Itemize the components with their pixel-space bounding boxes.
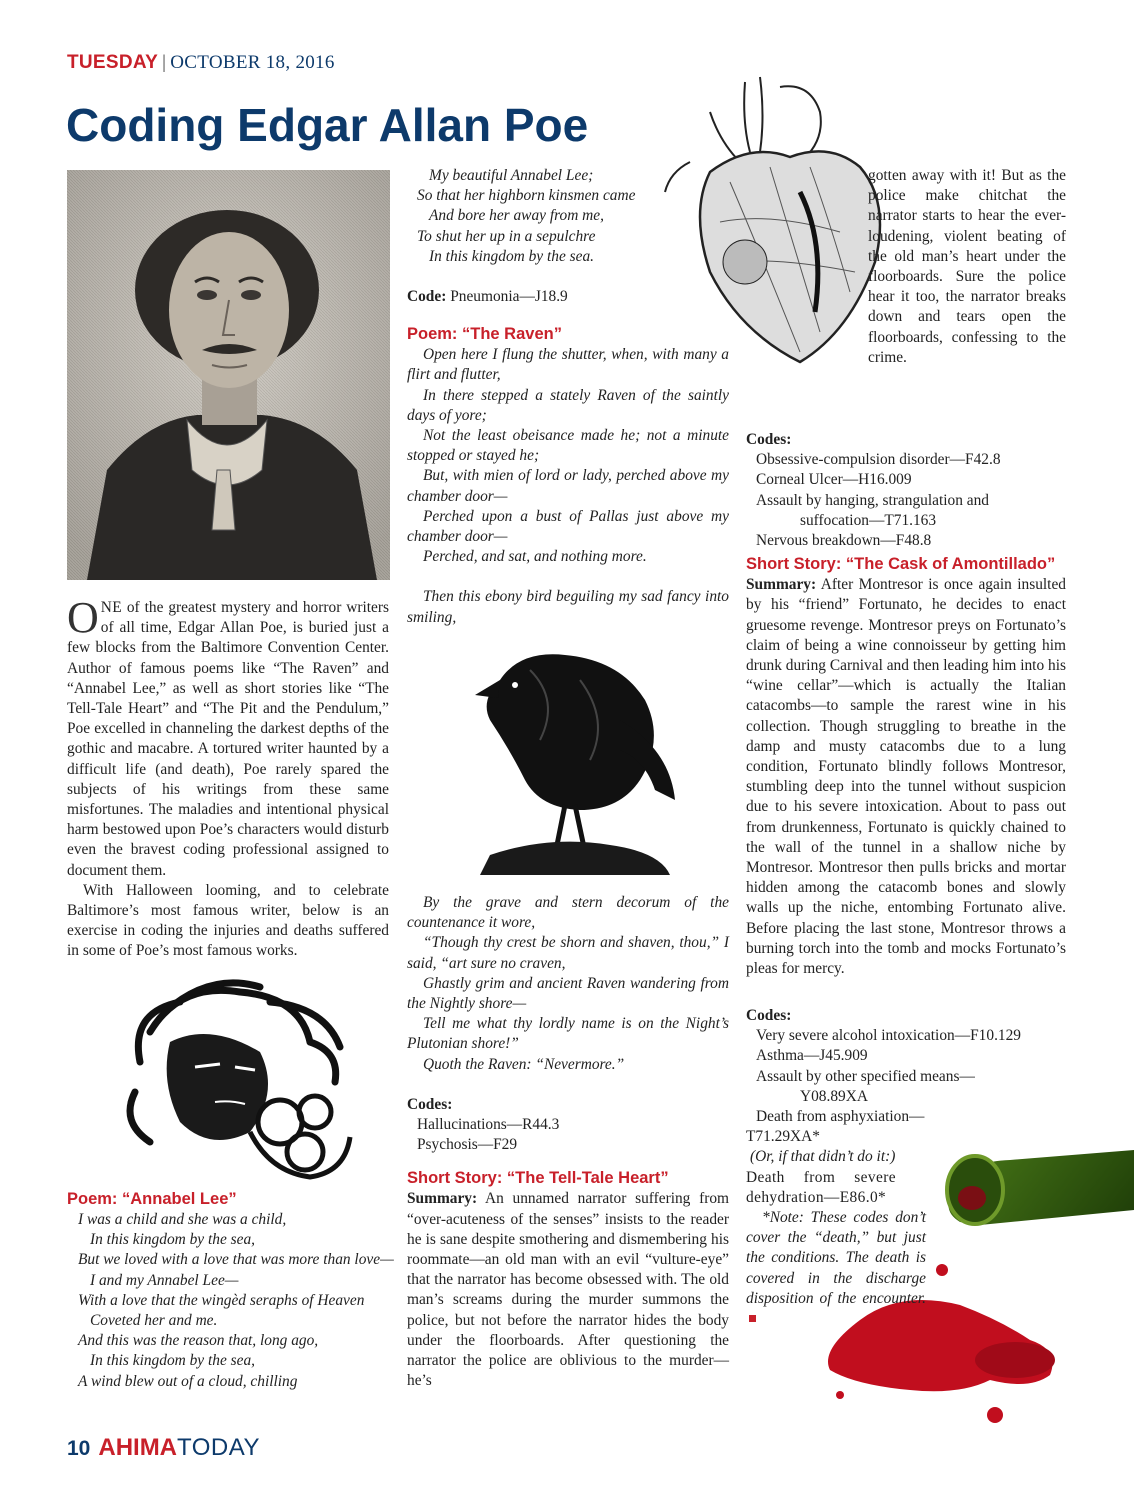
raven-stanza-3: By the grave and stern decorum of the countenance it wore, “Though thy crest be shorn and shaven, thou,” I said, “art sure no craven, Ghastly grim and ancient Raven wandering from the Nightly shore— Tell me what thy lordly name is on the Night’s Plutonian shore!” Quoth the Raven: “Nevermore.” <box>407 894 729 1073</box>
annabel-heading: Poem: “Annabel Lee” <box>67 1190 237 1208</box>
verse-line: Coveted her and me. <box>90 1312 218 1330</box>
annabel-code: Code: Pneumonia—J18.9 <box>407 288 568 306</box>
verse-line: To shut her up in a sepulchre <box>417 227 596 245</box>
footer <box>67 1434 260 1462</box>
middle-column-lower <box>407 893 729 1391</box>
code-item: Y08.89XA <box>800 1087 868 1105</box>
code-item: Asthma—J45.909 <box>756 1047 868 1065</box>
dateline <box>67 52 335 74</box>
verse-line: With a love that the wingèd seraphs of Heaven <box>78 1291 365 1309</box>
verse-line: And this was the reason that, long ago, <box>78 1332 319 1350</box>
verse-line: So that her highborn kinsmen came <box>417 187 636 205</box>
telltale-summary: Summary: An unnamed narrator suffering from “over-acuteness of the senses” insists to the reader he is sane despite smothering and dismembering his roommate—an old man with an evil “vulture-eye” that the narrator has become obsessed with. The old man’s screams during the murder summons the police, but not before the narrator hides the body under the floorboards. After questioning the narrator the police are oblivious to the murder—he’s <box>407 1190 729 1390</box>
code-item: Assault by hanging, strangulation and <box>756 491 989 509</box>
cask-codes-section <box>746 1006 1066 1329</box>
code-item: Very severe alcohol intoxication—F10.129 <box>756 1027 1021 1045</box>
verse-line: I and my Annabel Lee— <box>90 1271 239 1289</box>
page-title: Coding Edgar Allan Poe <box>66 99 589 151</box>
code-item: Nervous breakdown—F48.8 <box>756 532 932 550</box>
telltale-continued <box>868 166 1066 368</box>
dateline-separator: | <box>162 52 167 73</box>
verse-line: A wind blew out of a cloud, chilling <box>78 1372 298 1390</box>
dateline-day: TUESDAY <box>67 52 159 73</box>
annabel-verse <box>67 1210 397 1392</box>
raven-heading: Poem: “The Raven” <box>407 325 562 344</box>
code-item: Psychosis—F29 <box>417 1136 518 1154</box>
code-item: Obsessive-compulsion disorder—F42.8 <box>756 451 1001 469</box>
telltale-codes: Codes: Obsessive-compulsion disorder—F42.8 Corneal Ulcer—H16.009 Assault by hanging, strangulation and suffocation—T71.163 Nervous breakdown—F48.8 <box>746 430 1066 551</box>
raven-codes: Codes: Hallucinations—R44.3 Psychosis—F29 <box>407 1095 729 1156</box>
verse-line: In this kingdom by the sea, <box>90 1231 255 1249</box>
cask-alt-note: (Or, if that didn’t do it:) <box>750 1148 896 1166</box>
code-item: suffocation—T71.163 <box>800 511 937 529</box>
verse-line: I was a child and she was a child, <box>78 1211 287 1228</box>
verse-line: In this kingdom by the sea, <box>90 1352 255 1370</box>
telltale-heading: Short Story: “The Tell-Tale Heart” <box>407 1169 669 1188</box>
brand-today: TODAY <box>177 1434 260 1461</box>
wind-spirit-image <box>110 972 360 1192</box>
code-item: Death from asphyxiation— <box>756 1108 925 1126</box>
verse-line: In this kingdom by the sea. <box>429 247 594 265</box>
page-number: 10 <box>67 1437 91 1460</box>
verse-line: My beautiful Annabel Lee; <box>429 167 594 184</box>
raven-stanza-1: Open here I flung the shutter, when, with many a flirt and flutter, In there stepped a stately Raven of the saintly days of yore; Not the least obeisance made he; not a minute stopped or stayed he; But, with mien of lord or lady, perched above my chamber door— Perched upon a bust of Pallas just above my chamber door— Perched, and sat, and nothing more. <box>407 346 729 566</box>
raven-stanza-2: Then this ebony bird beguiling my sad fancy into smiling, <box>407 588 729 626</box>
intro-paragraph-2: With Halloween looming, and to celebrate Baltimore’s most famous writer, below is an exercise in coding the injuries and deaths suffered in some of Poe’s most famous works. <box>67 881 389 960</box>
code-item: Assault by other specified means— <box>756 1067 975 1085</box>
telltale-summary-continued: gotten away with it! But as the police make chitchat the narrator starts to hear the ever-loudening, violent beating of the old man’s heart under the floorboards. Sure the police hear it too, the narrator breaks down and tears open the floorboards, confessing to the crime. <box>868 167 1066 366</box>
dateline-date: OCTOBER 18, 2016 <box>170 52 335 73</box>
cask-codes: Codes: Very severe alcohol intoxication—F10.129 Asthma—J45.909 Assault by other specified means— Y08.89XA Death from asphyxiation— <box>746 1006 1066 1127</box>
verse-line: But we loved with a love that was more than love— <box>78 1251 394 1269</box>
code-item: Hallucinations—R44.3 <box>417 1116 560 1134</box>
annabel-section <box>67 1188 397 1392</box>
raven-image <box>470 640 680 880</box>
cask-heading: Short Story: “The Cask of Amontillado” <box>746 555 1056 574</box>
intro-section <box>67 593 389 962</box>
cask-note: *Note: These codes don’t cover the “death,” but just the conditions. The death is covered in the discharge disposition of the encounter. <box>746 1208 926 1329</box>
code-item: Corneal Ulcer—H16.009 <box>756 471 912 489</box>
anatomical-heart-image <box>650 72 890 372</box>
right-column <box>746 430 1066 979</box>
brand-ahima: AHIMA <box>98 1434 178 1461</box>
cask-code-tail: T71.29XA* <box>746 1128 820 1146</box>
verse-line: And bore her away from me, <box>429 207 604 225</box>
cask-summary: Summary: After Montresor is once again insulted by his “friend” Fortunato, he decides to enact gruesome revenge. Montresor preys on Fortunato’s claim of being a wine connoisseur by getting him drunk during Carnival and then leading him into his “wine cellar”—which is actually the Italian catacombs—to sample the rarest wine in his collection. Though struggling to breathe in the damp and musty catacombs due to a lung condition, Fortunato blindly follows Montresor, stumbling deep into the tunnel without suspicion due to his severe intoxication. About to pass out from drunkenness, Fortunato is quickly chained to the wall of the tunnel in a shallow niche by Montresor. Montresor then pulls bricks and mortar hidden among the catacomb bones and slowly walls up the niche, entombing Fortunato alive. Before placing the last stone, Montresor throws a burning torch into the tomb and mocks Fortunato’s pleas for mercy. <box>746 576 1066 978</box>
dropcap: O <box>67 593 99 642</box>
end-mark-icon <box>749 1315 756 1322</box>
cask-alt-code: Death from severe dehydration—E86.0* <box>746 1168 896 1206</box>
poe-portrait-image <box>67 170 390 580</box>
intro-paragraph-1: ONE of the greatest mystery and horror writers of all time, Edgar Allan Poe, is buried just a few blocks from the Baltimore Convention Center. Author of famous poems like “The Raven” and “Annabel Lee,” as well as short stories like “The Tell-Tale Heart” and “The Pit and the Pendulum,” Poe excelled in channeling the darkest depths of the gothic and macabre. A tortured writer haunted by a difficult life (and death), Poe rarely spared the subjects of his writings from these same misfortunes. The maladies and intentional physical harm bestowed upon Poe’s characters would disturb even the bravest coding professional assigned to document them. <box>67 593 389 879</box>
